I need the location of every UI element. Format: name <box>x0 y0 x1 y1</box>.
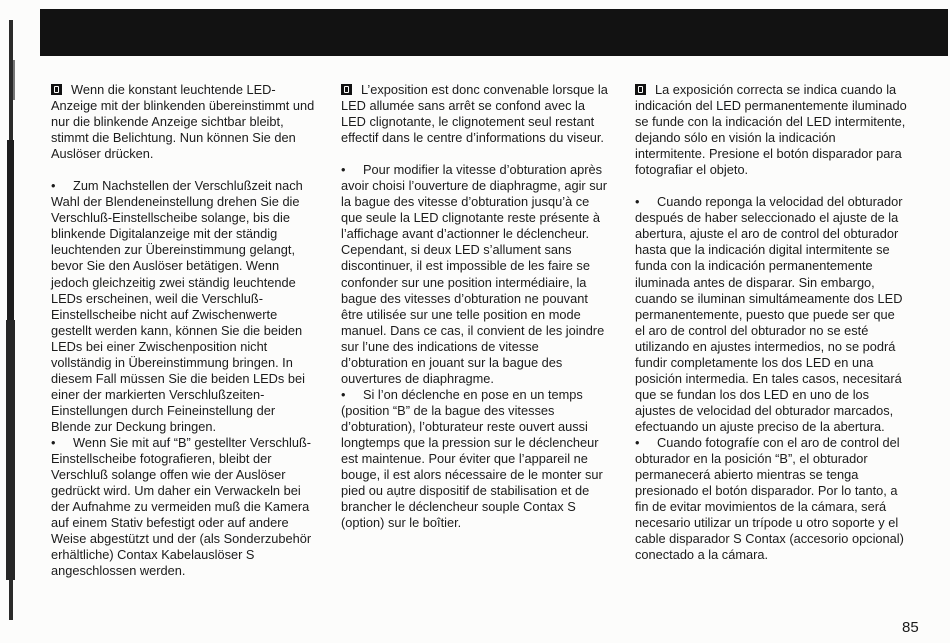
page-number: 85 <box>902 619 919 636</box>
german-column <box>51 82 316 579</box>
spanish-paragraph-2: • Cuando reponga la velocidad del obturador después de haber seleccionado el ajuste de la abertura, ajuste el aro de control del obturador hasta que la indicación digital intermitente se funda con la indicación permanentemente iluminada antes de disparar. Sin embargo, cuando se iluminan simultámeamente dos LED permanentemente, puesto que puede ser que el aro de control del obturador no se esté utilizando en ajustes intermedios, no se podrá fundir completamente los dos LED en una posición intermedia. En tales casos, necesitará que se fundan los dos LED en uno de los ajustes de velocidad del obturador marcados, efectuando un ajuste preciso de la abertura. <box>635 194 903 434</box>
step-3-marker-icon <box>51 84 62 95</box>
german-paragraph-3: • Wenn Sie mit auf “B” gestellter Verschluß-Einstellscheibe fotografieren, bleibt der Verschluß solange offen wie der Auslöser gedrückt wird. Um daher ein Verwackeln bei der Aufnahme zu vermeiden muß die Kamera auf einem Stativ befestigt oder auf andere Weise abgestützt und der (als Sonderzubehör erhältliche) Contax Kabelauslöser S angeschlossen werden. <box>51 434 312 579</box>
french-paragraph-2: • Pour modifier la vitesse d’obturation après avoir choisi l’ouverture de diaphragme, agir sur la bague des vitesse d’obturation jusqu’à ce que seule la LED clignotante reste présente à l’affichage avant d’actionner le déclencheur. Cependant, si deux LED s’allument sans discontinuer, il est impossible de les faire se confonder sur une position intermédiaire, la bague des vitesses d’obturation ne pouvant être utilisée sur une telle position en mode manuel. Dans ce cas, il convient de les joindre sur l’une des indications de vitesse d’obturation en jouant sur la bague des ouvertures de diaphragme. <box>341 162 608 386</box>
german-paragraph-2: • Zum Nachstellen der Verschlußzeit nach Wahl der Blendeneinstellung drehen Sie die Verschluß-Einstellscheibe solange, bis die blinkende Digitalanzeige mit der ständig leuchtenden zur Übereinstimmung gelangt, bevor Sie den Auslöser betätigen. Wenn jedoch gleichzeitig zwei ständig leuchtende LEDs erscheinen, weil die Verschluß-Einstellscheibe nicht auf Zwischenwerte gestellt werden kann, können Sie die beiden LEDs bei einer Zwischenposition nicht vollständig in Übereinstimmung bringen. In diesem Fall müssen Sie die beiden LEDs bei einer der markierten Verschlußzeiten-Einstellungen durch Feineinstellung der Blende zur Deckung bringen. <box>51 178 305 434</box>
spanish-paragraph-3: • Cuando fotografíe con el aro de control del obturador en la posición “B”, el obturador permanecerá abierto mientras se tenga presionado el botón disparador. Por lo tanto, a fin de evitar movimientos de la cámara, será necesario utilizar un trípode u otro soporte y el cable disparador S Contax (accesorio opcional) conectado a la cámara. <box>635 434 904 563</box>
french-column <box>341 82 609 531</box>
french-paragraph-3: • Si l’on déclenche en pose en un temps (position “B” de la bague des vitesses d’obturation), l’obturateur reste ouvert aussi longtemps que la pression sur le déclencheur est maintenue. Pour éviter que l’appareil ne bouge, il est alors nécessaire de le monter sur pied ou aụtre dispositif de stabilisation et de brancher le déclencheur souple Contax S (option) sur le boîtier. <box>341 386 603 531</box>
step-3-marker-icon <box>635 84 646 95</box>
header-bar <box>40 9 948 56</box>
bullet-icon: • <box>51 178 56 194</box>
binding-edge <box>0 20 22 620</box>
spanish-paragraph-1: La exposición correcta se indica cuando la indicación del LED permanentemente iluminado se funde con la indicación del LED intermitente, dejando sólo en visión la indicación intermitente. Presione el botón disparador para fotografiar el objeto. <box>635 82 907 178</box>
french-paragraph-1: L’exposition est donc convenable lorsque la LED allumée sans arrêt se confond avec la LED clignotante, le clignotement seul restant effectif dans le centre d’informations du viseur. <box>341 82 608 146</box>
german-paragraph-1: Wenn die konstant leuchtende LED-Anzeige mit der blinkenden übereinstimmt und nur die blinkende Anzeige sichtbar bleibt, stimmt die Belichtung. Nun können Sie den Auslöser drücken. <box>51 82 315 162</box>
bullet-icon: • <box>635 434 640 450</box>
spanish-column <box>635 82 907 563</box>
bullet-icon: • <box>341 386 346 402</box>
bullet-icon: • <box>341 162 346 178</box>
bullet-icon: • <box>635 194 640 210</box>
step-3-marker-icon <box>341 84 352 95</box>
bullet-icon: • <box>51 434 56 450</box>
